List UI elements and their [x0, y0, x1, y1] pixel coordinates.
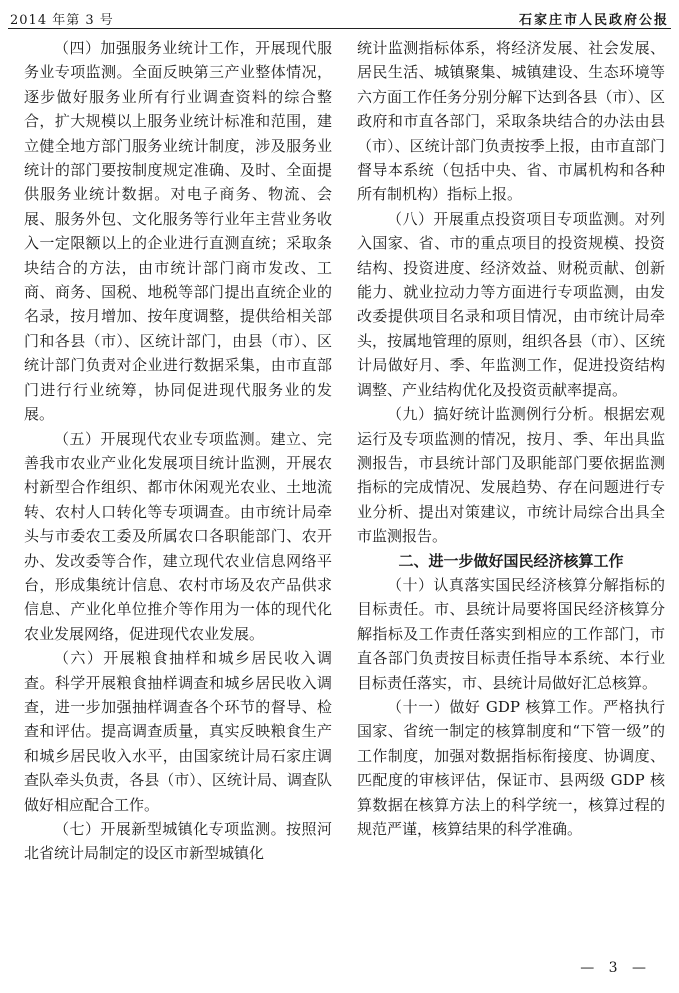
paragraph-9-monitoring-analysis: （九）搞好统计监测例行分析。根据宏观运行及专项监测的情况，按月、季、年出具监测报告，市县统计部门及职能部门要依据监测指标的完成情况、发展趋势、存在问题进行专业分析、提出对策建议，市统计局综合出具全市监测报告。 [357, 405, 665, 546]
right-column [357, 36, 665, 841]
paragraph-7-urbanization-start: （七）开展新型城镇化专项监测。按照河北省统计局制定的设区市新型城镇化 [24, 820, 332, 863]
paragraph-11-gdp-accounting: （十一）做好 GDP 核算工作。严格执行国家、省统一制定的核算制度和“下管一级”的工作制度，加强对数据指标衔接度、协调度、匹配度的审核评估，保证市、县两级 GDP 核算数据在核算方法上的科学统一，核算过程的规范严谨，核算结果的科学准确。 [357, 697, 665, 838]
paragraph-8-key-investment: （八）开展重点投资项目专项监测。对列入国家、省、市的重点项目的投资规模、投资结构、投资进度、经济效益、财税贡献、创新能力、就业拉动力等方面进行专项监测，由发改委提供项目名录和项目情况，由市统计局牵头，按属地管理的原则，组织各县（市）、区统计局做好月、季、年监测工作，促进投资结构调整、产业结构优化及投资贡献率提高。 [357, 209, 665, 399]
page-number: — 3 — [580, 960, 651, 976]
left-column [24, 36, 332, 866]
page-header [8, 2, 671, 29]
paragraph-10-accounting-responsibility: （十）认真落实国民经济核算分解指标的目标责任。市、县统计局要将国民经济核算分解指标及工作责任落实到相应的工作部门，市直各部门负责按目标责任指导本系统、本行业目标责任落实，市、县统计局做好汇总核算。 [357, 575, 665, 692]
paragraph-7-urbanization-continued: 统计监测指标体系，将经济发展、社会发展、居民生活、城镇聚集、城镇建设、生态环境等六方面工作任务分别分解下达到各县（市）、区政府和市直各部门，采取条块结合的办法由县（市）、区统计部门负责按季上报，由市直部门督导本系统（包括中央、省、市属机构和各种所有制机构）指标上报。 [357, 39, 665, 204]
paragraph-4-service-industry: （四）加强服务业统计工作，开展现代服务业专项监测。全面反映第三产业整体情况，逐步做好服务业所有行业调查资料的综合整合，扩大规模以上服务业统计标准和范围，建立健全地方部门服务业统计制度，涉及服务业统计的部门要按制度规定准确、及时、全面提供服务业统计数据。对电子商务、物流、会展、服务外包、文化服务等行业年主营业务收入一定限额以上的企业进行直测直统；采取条块结合的方法，由市统计部门商市发改、工商、商务、国税、地税等部门提出直统企业的名录，按月增加、按年度调整，提供给相关部门和各县（市）、区统计部门，由县（市）、区统计部门负责对企业进行数据采集，由市直部门进行行业统筹，协同促进现代服务业的发展。 [24, 39, 332, 424]
issue-label: 2014 年第 3 号 [10, 13, 114, 28]
section-heading-national-accounts: 二、进一步做好国民经济核算工作 [398, 551, 624, 570]
publication-title: 石家庄市人民政府公报 [518, 13, 669, 28]
paragraph-5-modern-agriculture: （五）开展现代农业专项监测。建立、完善我市农业产业化发展项目统计监测，开展农村新型合作组织、都市休闲观光农业、土地流转、农村人口转化等专项调查。由市统计局牵头与市委农工委及所属农口各职能部门、农开办、发改委等合作，建立现代农业信息网络平台，形成集统计信息、农村市场及农产品供求信息、产业化单位推介等作用为一体的现代化农业发展网络，促进现代农业发展。 [24, 429, 332, 643]
paragraph-6-grain-income-survey: （六）开展粮食抽样和城乡居民收入调查。科学开展粮食抽样调查和城乡居民收入调查，进一步加强抽样调查各个环节的督导、检查和评估。提高调查质量，真实反映粮食生产和城乡居民收入水平，由国家统计局石家庄调查队牵头负责，各县（市）、区统计局、调查队做好相应配合工作。 [24, 649, 332, 814]
